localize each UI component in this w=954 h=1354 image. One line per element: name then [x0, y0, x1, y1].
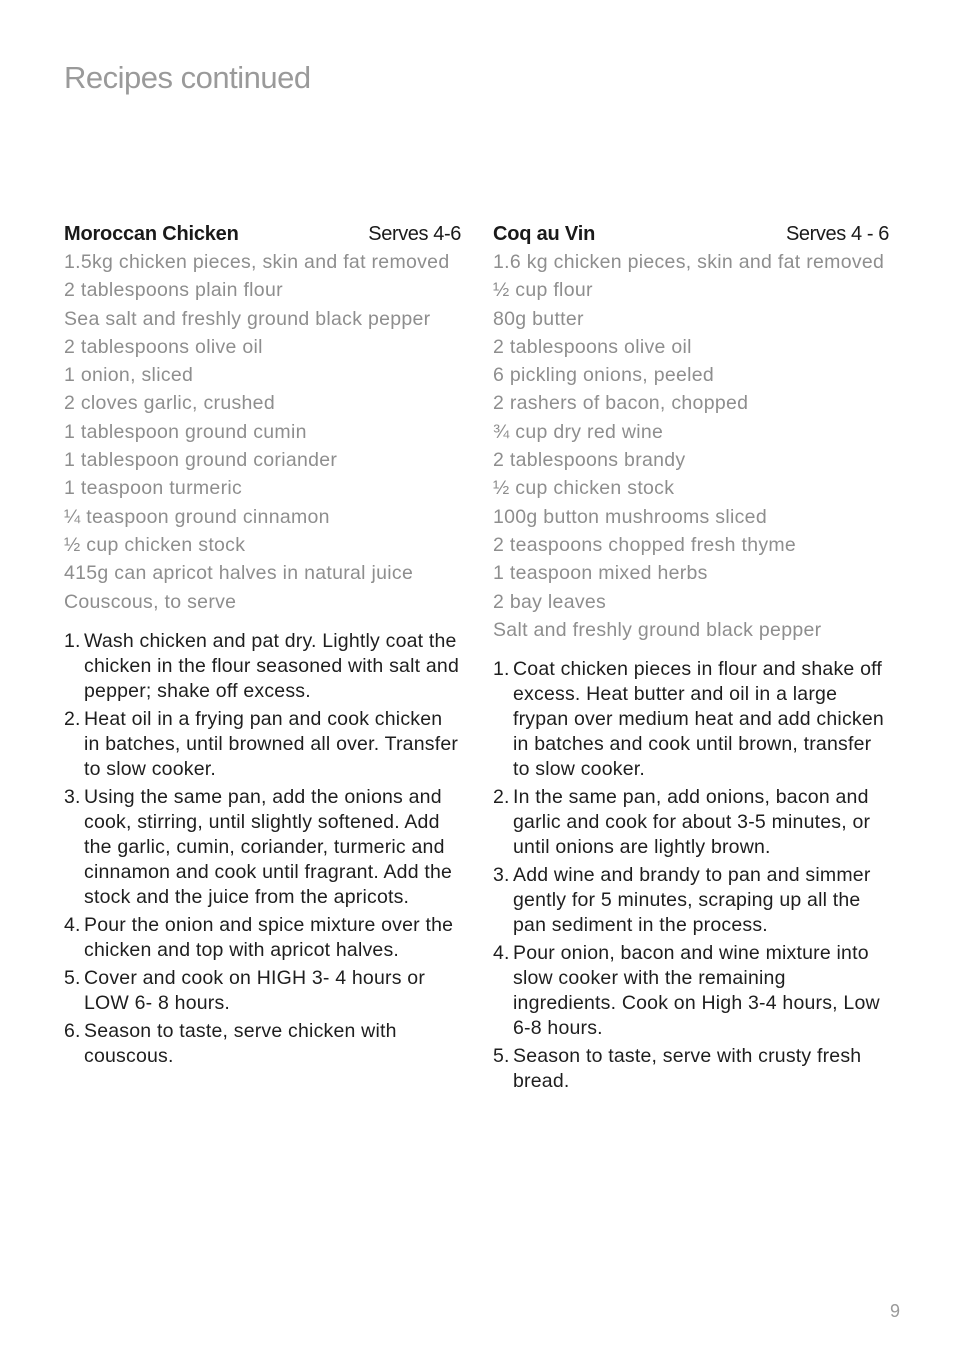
step-number: 2. [64, 707, 81, 730]
step-text: Add wine and brandy to pan and simmer gently for 5 minutes, scraping up all the pan sediment in the process. [513, 864, 871, 937]
ingredient-item: ½ cup chicken stock [493, 477, 675, 500]
recipe-header [493, 220, 889, 248]
ingredient-item: ½ cup flour [493, 279, 593, 302]
method-step [64, 966, 461, 1016]
method-step [493, 1044, 889, 1094]
ingredient-item: 2 tablespoons plain flour [64, 279, 283, 302]
step-text: Heat oil in a frying pan and cook chicken in batches, until browned all over. Transfer to slow cooker. [84, 707, 459, 780]
step-text: Cover and cook on HIGH 3- 4 hours or LOW 6- 8 hours. [84, 966, 426, 1014]
recipe-moroccan-chicken [64, 220, 461, 1072]
ingredient-item: Couscous, to serve [64, 590, 237, 613]
recipe-serves: Serves 4-6 [368, 223, 461, 245]
step-text: Wash chicken and pat dry. Lightly coat the chicken in the flour seasoned with salt and pepper; shake off excess. [84, 629, 459, 702]
method-steps [493, 657, 889, 1094]
ingredient-item: 1 teaspoon turmeric [64, 477, 243, 500]
ingredient-item: ¼ teaspoon ground cinnamon [64, 505, 330, 528]
ingredient-item: 1 onion, sliced [64, 364, 194, 387]
step-text: Pour onion, bacon and wine mixture into slow cooker with the remaining ingredients. Cook on High 3-4 hours, Low 6-8 hours. [513, 942, 880, 1040]
method-step [493, 863, 889, 938]
method-step [64, 913, 461, 963]
page-number: 9 [889, 1301, 900, 1321]
step-number: 3. [493, 864, 510, 887]
ingredient-item: 2 rashers of bacon, chopped [493, 392, 749, 415]
method-step [64, 629, 461, 704]
step-number: 3. [64, 785, 81, 808]
step-number: 4. [493, 942, 510, 965]
method-step [64, 1019, 461, 1069]
recipe-name: Moroccan Chicken [64, 223, 239, 245]
recipe-serves: Serves 4 - 6 [785, 223, 889, 245]
ingredient-item: 1 tablespoon ground cumin [64, 420, 307, 443]
ingredient-item: 2 tablespoons olive oil [493, 335, 692, 358]
ingredient-item: 1 tablespoon ground coriander [64, 449, 338, 472]
step-text: Season to taste, serve with crusty fresh bread. [513, 1045, 862, 1093]
ingredient-item: 2 teaspoons chopped fresh thyme [493, 533, 797, 556]
ingredient-item: 1 teaspoon mixed herbs [493, 562, 708, 585]
ingredient-item: 415g can apricot halves in natural juice [64, 562, 414, 585]
ingredient-item: 2 cloves garlic, crushed [64, 392, 275, 415]
step-number: 5. [64, 966, 81, 989]
step-text: Coat chicken pieces in flour and shake off excess. Heat butter and oil in a large frypan over medium heat and add chicken in batches and cook until brown, transfer to slow cooker. [513, 658, 884, 781]
step-number: 6. [64, 1019, 81, 1042]
ingredient-item: 1.5kg chicken pieces, skin and fat removed [64, 251, 450, 273]
step-text: Using the same pan, add the onions and cook, stirring, until slightly softened. Add the garlic, cumin, coriander, turmeric and cinnamon and cook until fragrant. Add the stock and the juice from the apricots. [84, 785, 453, 908]
ingredient-item: ½ cup chicken stock [64, 533, 246, 556]
step-text: Pour the onion and spice mixture over the chicken and top with apricot halves. [84, 913, 454, 961]
step-number: 4. [64, 913, 81, 936]
method-step [64, 785, 461, 910]
step-number: 2. [493, 786, 510, 809]
method-step [493, 941, 889, 1041]
method-step [64, 707, 461, 782]
page-title: Recipes continued [64, 60, 311, 95]
ingredient-item: 100g button mushrooms sliced [493, 505, 767, 528]
ingredient-item: Sea salt and freshly ground black pepper [64, 307, 431, 330]
ingredient-item: 2 tablespoons brandy [493, 449, 686, 472]
ingredient-list [493, 248, 889, 644]
step-number: 5. [493, 1045, 510, 1068]
ingredient-item: 2 tablespoons olive oil [64, 335, 263, 358]
method-step [493, 785, 889, 860]
ingredient-item: 6 pickling onions, peeled [493, 364, 715, 387]
ingredient-item: ¾ cup dry red wine [493, 420, 664, 443]
step-text: In the same pan, add onions, bacon and garlic and cook for about 3-5 minutes, or until onions are lightly brown. [513, 786, 871, 859]
recipe-name: Coq au Vin [493, 223, 596, 245]
step-number: 1. [64, 629, 81, 652]
recipe-coq-au-vin [493, 220, 889, 1097]
ingredient-list [64, 248, 461, 616]
method-step [493, 657, 889, 782]
method-steps [64, 629, 461, 1069]
ingredient-item: Salt and freshly ground black pepper [493, 618, 822, 641]
ingredient-item: 2 bay leaves [493, 590, 607, 613]
ingredient-item: 1.6 kg chicken pieces, skin and fat removed [493, 251, 885, 273]
step-text: Season to taste, serve chicken with couscous. [84, 1019, 397, 1067]
step-number: 1. [493, 658, 510, 681]
recipe-header [64, 220, 461, 248]
ingredient-item: 80g butter [493, 307, 584, 330]
